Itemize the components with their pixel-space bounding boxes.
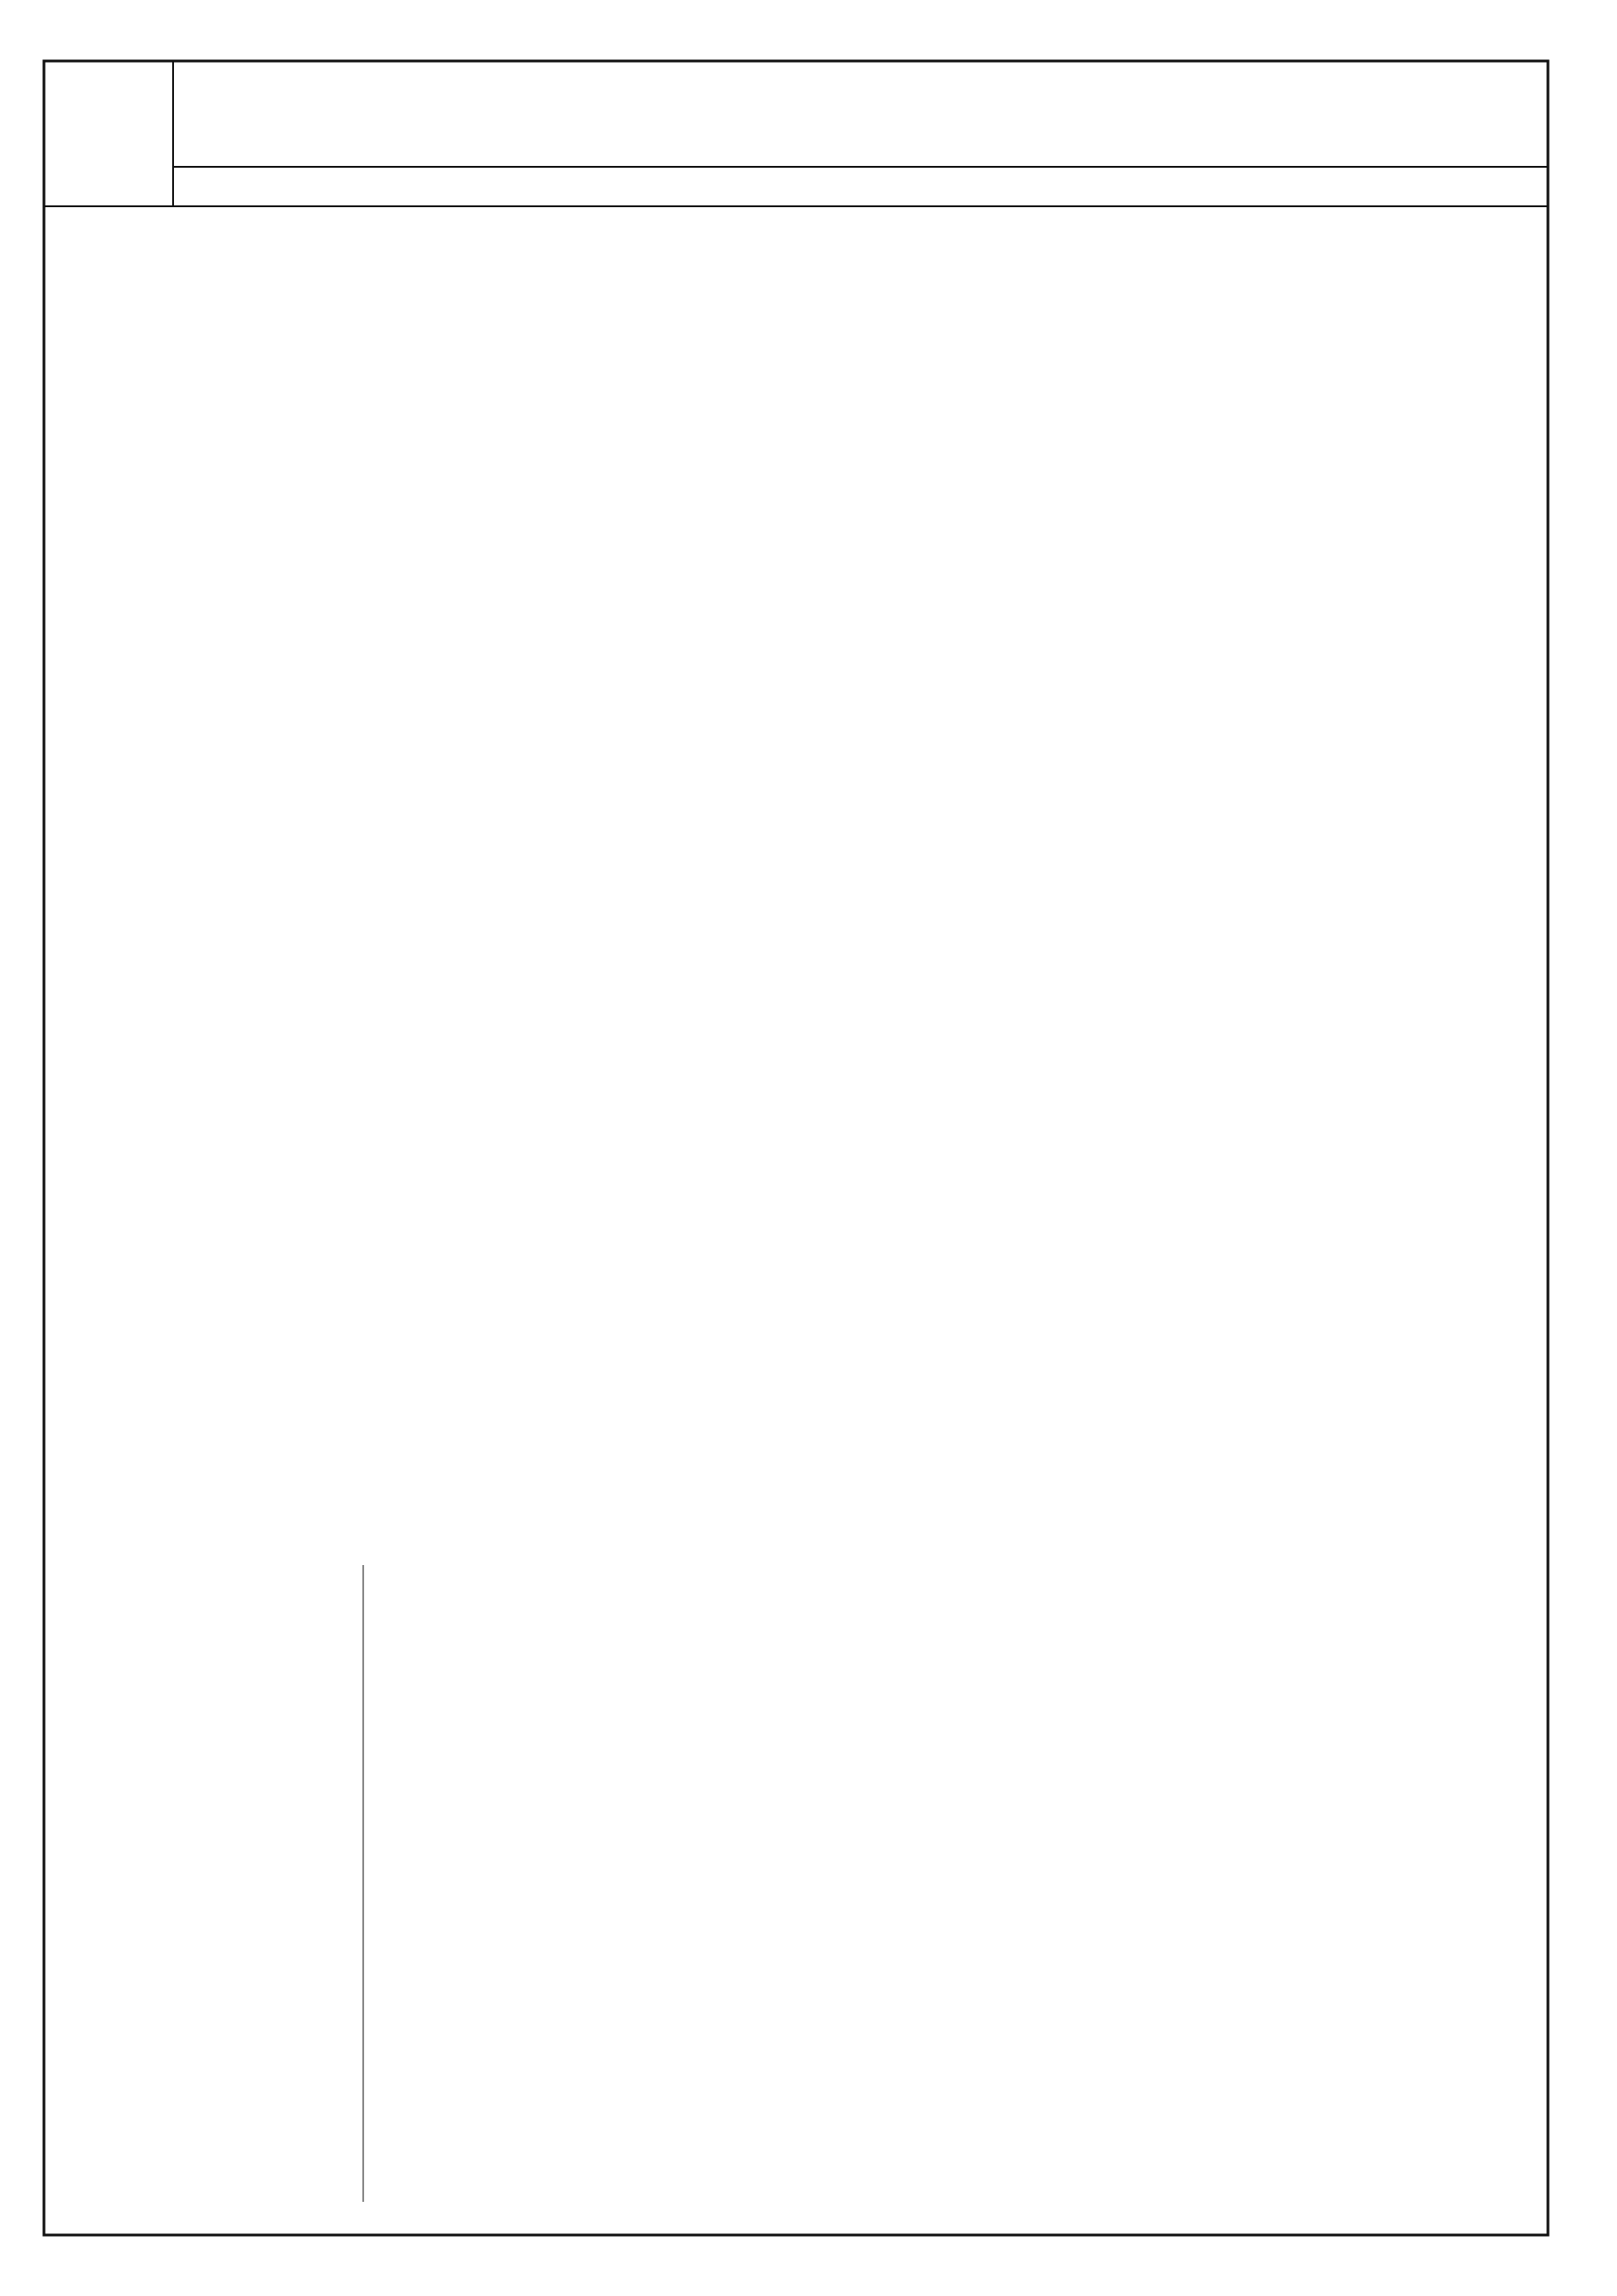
header xyxy=(44,61,1548,206)
page-frame xyxy=(44,61,1548,2235)
